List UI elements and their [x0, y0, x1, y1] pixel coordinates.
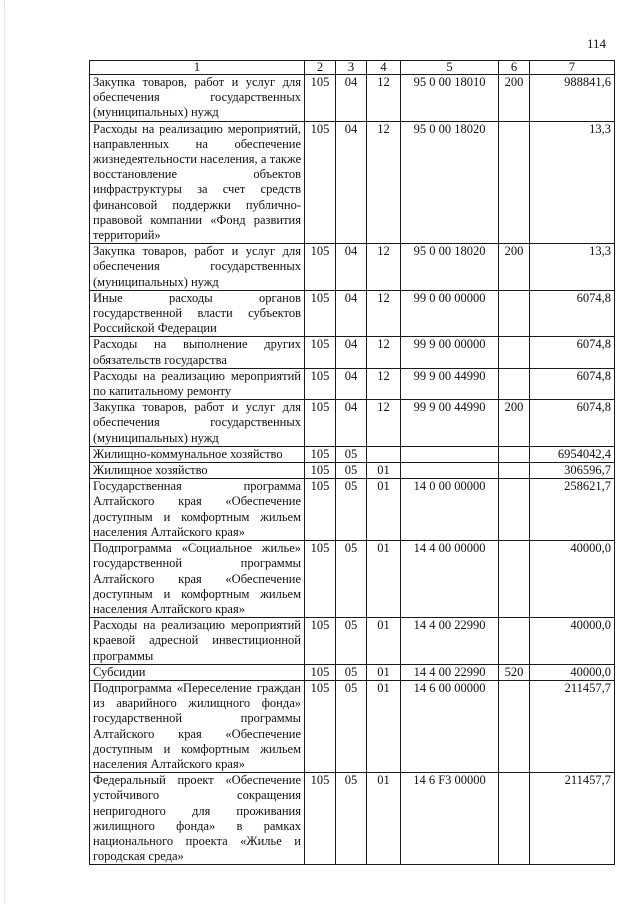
row-amount: 211457,7 [530, 680, 615, 772]
row-code-section: 04 [336, 121, 367, 244]
row-code-expense-type [499, 541, 530, 618]
row-amount: 306596,7 [530, 463, 615, 479]
row-code-expense-type [499, 337, 530, 368]
table-row [90, 446, 615, 462]
row-code-subsection: 12 [367, 75, 401, 122]
table-row [90, 664, 615, 680]
row-code-subsection: 01 [367, 479, 401, 541]
row-name: Расходы на реализацию мероприятий, направленных на обеспечение жизнедеятельности населения, а также восстановление объектов инфраструктуры за счет средств финансовой поддержки публично-правовой компании «Фонд развития территорий» [90, 121, 305, 244]
row-code-ministry: 105 [305, 463, 336, 479]
table-row [90, 400, 615, 447]
row-code-target: 95 0 00 18020 [401, 121, 499, 244]
row-code-target: 14 4 00 00000 [401, 541, 499, 618]
row-code-section: 04 [336, 368, 367, 399]
table-row [90, 479, 615, 541]
row-amount: 40000,0 [530, 618, 615, 665]
row-code-expense-type [499, 618, 530, 665]
row-amount: 13,3 [530, 121, 615, 244]
row-code-ministry: 105 [305, 446, 336, 462]
row-code-section: 05 [336, 664, 367, 680]
row-code-section: 05 [336, 463, 367, 479]
row-code-target: 99 9 00 44990 [401, 400, 499, 447]
row-code-subsection: 12 [367, 337, 401, 368]
row-code-ministry: 105 [305, 400, 336, 447]
row-name: Закупка товаров, работ и услуг для обеспечения государственных (муниципальных) нужд [90, 400, 305, 447]
row-amount: 6074,8 [530, 290, 615, 337]
header-cell: 3 [336, 61, 367, 75]
header-cell: 1 [90, 61, 305, 75]
header-cell: 2 [305, 61, 336, 75]
row-code-subsection: 12 [367, 400, 401, 447]
row-code-target: 99 9 00 44990 [401, 368, 499, 399]
row-code-target: 14 0 00 00000 [401, 479, 499, 541]
row-name: Расходы на выполнение других обязательств государства [90, 337, 305, 368]
row-code-ministry: 105 [305, 664, 336, 680]
row-code-expense-type [499, 290, 530, 337]
row-code-section: 05 [336, 479, 367, 541]
row-code-target [401, 446, 499, 462]
row-name: Подпрограмма «Социальное жилье» государственной программы Алтайского края «Обеспечение доступным и комфортным жильем населения Алтайского края» [90, 541, 305, 618]
row-code-subsection: 12 [367, 290, 401, 337]
row-code-subsection: 12 [367, 368, 401, 399]
row-code-subsection [367, 446, 401, 462]
row-code-expense-type [499, 680, 530, 772]
row-code-ministry: 105 [305, 337, 336, 368]
row-code-subsection: 01 [367, 541, 401, 618]
row-code-ministry: 105 [305, 773, 336, 865]
row-code-target: 99 0 00 00000 [401, 290, 499, 337]
table-row [90, 541, 615, 618]
header-cell: 7 [530, 61, 615, 75]
row-name: Закупка товаров, работ и услуг для обеспечения государственных (муниципальных) нужд [90, 75, 305, 122]
header-cell: 4 [367, 61, 401, 75]
row-code-section: 05 [336, 773, 367, 865]
row-code-section: 05 [336, 680, 367, 772]
row-code-target: 14 4 00 22990 [401, 664, 499, 680]
row-code-expense-type [499, 773, 530, 865]
row-amount: 6954042,4 [530, 446, 615, 462]
row-code-section: 05 [336, 446, 367, 462]
row-name: Подпрограмма «Переселение граждан из аварийного жилищного фонда» государственной программы Алтайского края «Обеспечение доступным и комфортным жильем населения Алтайского края» [90, 680, 305, 772]
row-code-target: 95 0 00 18010 [401, 75, 499, 122]
row-name: Государственная программа Алтайского края «Обеспечение доступным и комфортным жильем населения Алтайского края» [90, 479, 305, 541]
row-name: Жилищно-коммунальное хозяйство [90, 446, 305, 462]
row-code-target: 14 6 F3 00000 [401, 773, 499, 865]
table-row [90, 75, 615, 122]
row-amount: 211457,7 [530, 773, 615, 865]
row-code-ministry: 105 [305, 680, 336, 772]
row-amount: 258621,7 [530, 479, 615, 541]
row-code-expense-type: 520 [499, 664, 530, 680]
row-name: Закупка товаров, работ и услуг для обеспечения государственных (муниципальных) нужд [90, 244, 305, 291]
table-row [90, 680, 615, 772]
scan-edge-artifact [4, 0, 6, 904]
row-code-ministry: 105 [305, 368, 336, 399]
row-code-expense-type: 200 [499, 75, 530, 122]
row-amount: 6074,8 [530, 368, 615, 399]
row-code-target: 14 6 00 00000 [401, 680, 499, 772]
row-code-expense-type [499, 368, 530, 399]
row-code-expense-type: 200 [499, 244, 530, 291]
row-amount: 40000,0 [530, 664, 615, 680]
row-code-subsection: 12 [367, 244, 401, 291]
row-code-section: 04 [336, 244, 367, 291]
header-cell: 6 [499, 61, 530, 75]
row-code-subsection: 01 [367, 773, 401, 865]
row-code-subsection: 12 [367, 121, 401, 244]
row-code-expense-type [499, 463, 530, 479]
row-code-section: 04 [336, 400, 367, 447]
row-code-target: 14 4 00 22990 [401, 618, 499, 665]
row-name: Расходы на реализацию мероприятий краевой адресной инвестиционной программы [90, 618, 305, 665]
table-row [90, 773, 615, 865]
budget-table [89, 60, 615, 865]
row-name: Субсидии [90, 664, 305, 680]
row-code-section: 04 [336, 75, 367, 122]
row-code-section: 04 [336, 337, 367, 368]
row-code-expense-type [499, 479, 530, 541]
row-code-ministry: 105 [305, 244, 336, 291]
row-code-ministry: 105 [305, 290, 336, 337]
row-code-section: 05 [336, 618, 367, 665]
table-row [90, 463, 615, 479]
page-number: 114 [586, 36, 606, 51]
row-code-expense-type [499, 121, 530, 244]
row-code-ministry: 105 [305, 541, 336, 618]
row-code-ministry: 105 [305, 618, 336, 665]
row-code-section: 04 [336, 290, 367, 337]
row-code-target [401, 463, 499, 479]
table-row [90, 368, 615, 399]
row-code-ministry: 105 [305, 121, 336, 244]
row-code-target: 99 9 00 00000 [401, 337, 499, 368]
row-code-section: 05 [336, 541, 367, 618]
row-code-ministry: 105 [305, 75, 336, 122]
row-code-subsection: 01 [367, 664, 401, 680]
row-code-ministry: 105 [305, 479, 336, 541]
row-code-expense-type [499, 446, 530, 462]
row-name: Жилищное хозяйство [90, 463, 305, 479]
row-name: Расходы на реализацию мероприятий по капитальному ремонту [90, 368, 305, 399]
row-amount: 988841,6 [530, 75, 615, 122]
header-row [90, 61, 615, 75]
row-name: Федеральный проект «Обеспечение устойчивого сокращения непригодного для проживания жилищного фонда» в рамках национального проекта «Жилье и городская среда» [90, 773, 305, 865]
table-row [90, 290, 615, 337]
row-code-subsection: 01 [367, 618, 401, 665]
row-code-subsection: 01 [367, 463, 401, 479]
row-name: Иные расходы органов государственной власти субъектов Российской Федерации [90, 290, 305, 337]
header-cell: 5 [401, 61, 499, 75]
row-amount: 13,3 [530, 244, 615, 291]
row-code-subsection: 01 [367, 680, 401, 772]
table-row [90, 618, 615, 665]
row-amount: 40000,0 [530, 541, 615, 618]
table-row [90, 244, 615, 291]
row-code-target: 95 0 00 18020 [401, 244, 499, 291]
row-amount: 6074,8 [530, 337, 615, 368]
table-row [90, 337, 615, 368]
row-amount: 6074,8 [530, 400, 615, 447]
table-row [90, 121, 615, 244]
row-code-expense-type: 200 [499, 400, 530, 447]
